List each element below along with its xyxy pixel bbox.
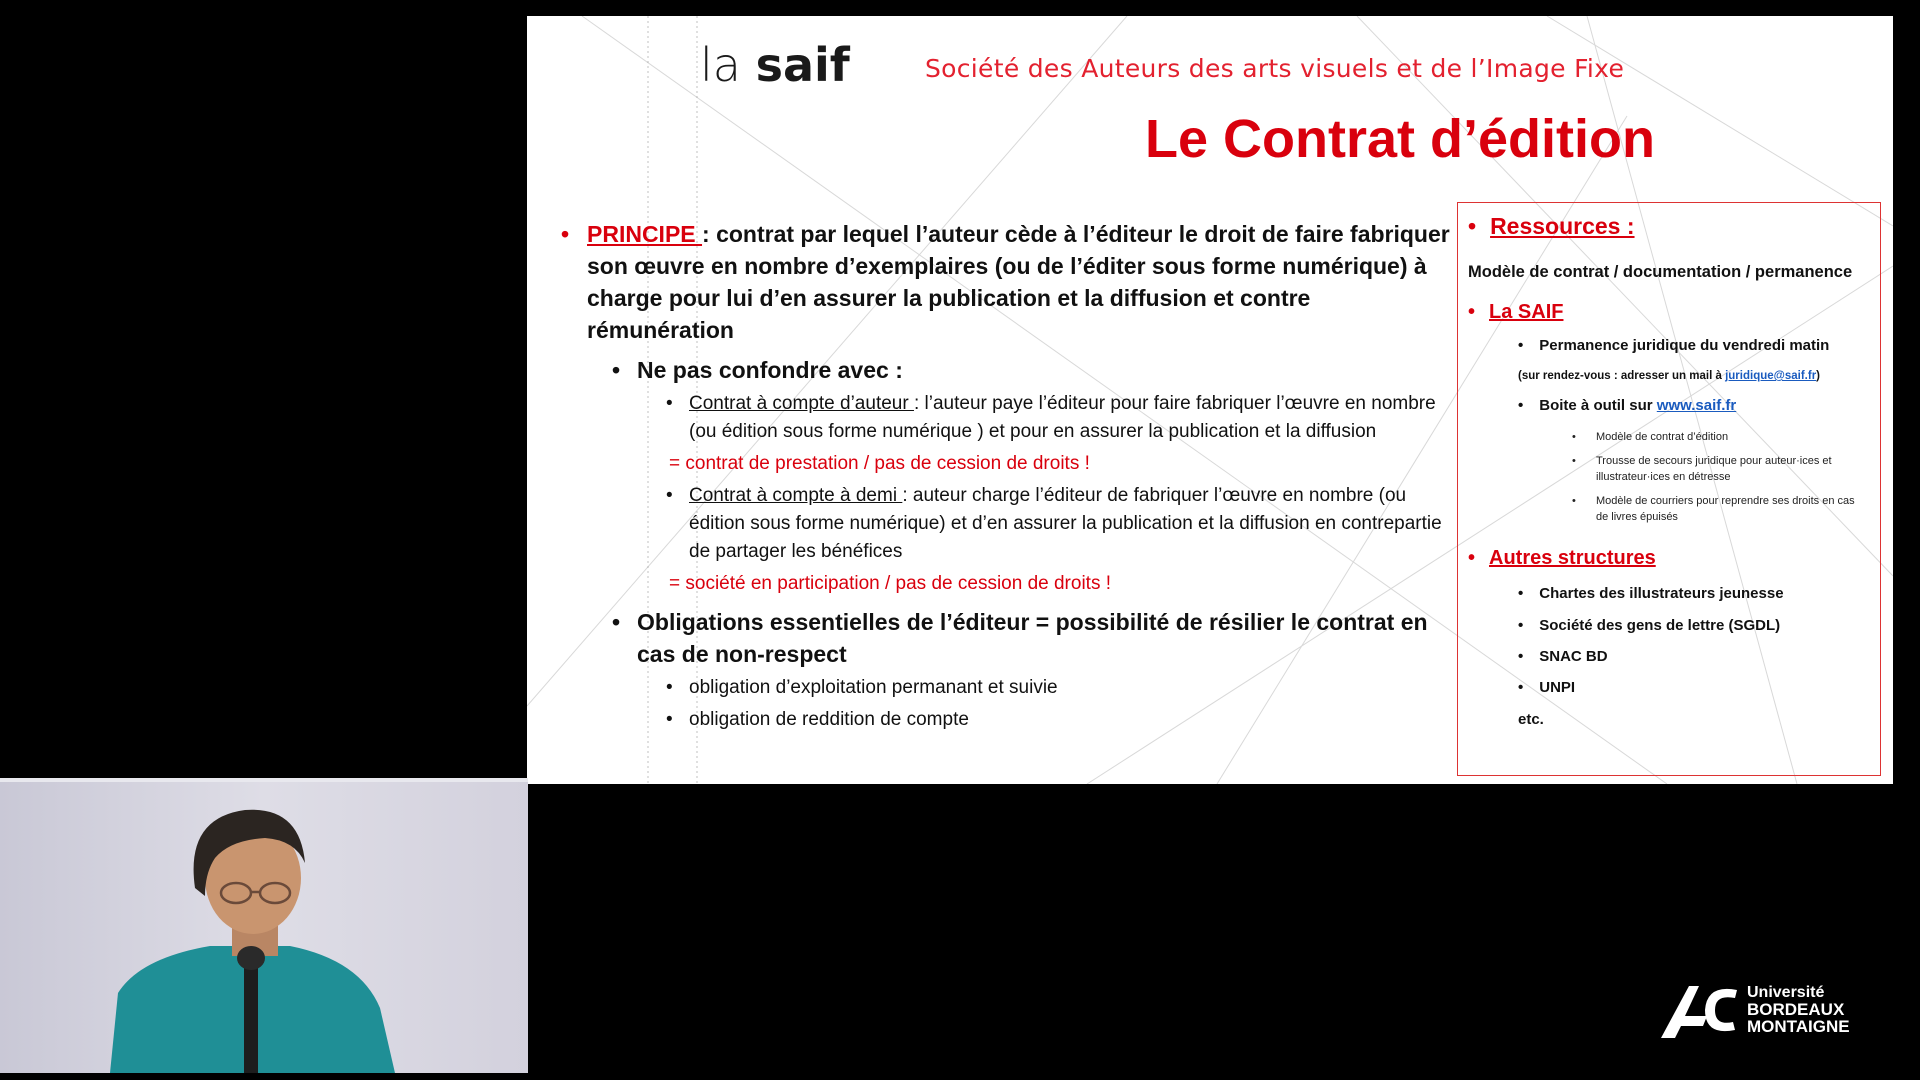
bullet-dot: • bbox=[1518, 337, 1524, 354]
autres-heading bbox=[1468, 547, 1656, 570]
university-name bbox=[1747, 984, 1850, 1035]
resources-heading-text: Ressources : bbox=[1490, 213, 1635, 239]
bullet-dot: • bbox=[666, 709, 673, 730]
item1-text: : l’auteur paye l’éditeur pour faire fabriquer l’œuvre en nombre (ou édition sous forme numérique ) et pour en assurer la publication et la diffusion bbox=[689, 393, 1436, 442]
autres-heading-text: Autres structures bbox=[1489, 547, 1656, 569]
bullet-dot: • bbox=[1572, 495, 1576, 507]
bullet-dot: • bbox=[1468, 213, 1477, 239]
obligations-heading-text: Obligations essentielles de l’éditeur = possibilité de résilier le contrat en cas de non-respect bbox=[637, 609, 1428, 667]
principe-text: : contrat par lequel l’auteur cède à l’éditeur le droit de faire fabriquer son œuvre en nombre d’exemplaires (ou de l’éditer sous forme numérique) à charge pour lui d’en assurer la publication et la diffusion et contre rémunération bbox=[587, 221, 1450, 343]
saif-website-link[interactable]: www.saif.fr bbox=[1656, 397, 1737, 414]
resources-intro: Modèle de contrat / documentation / permanence bbox=[1468, 263, 1853, 281]
email-link[interactable]: juridique@saif.fr bbox=[1725, 370, 1817, 382]
confondre-heading-text: Ne pas confondre avec : bbox=[637, 357, 903, 383]
item2-label: Contrat à compte à demi bbox=[689, 485, 903, 506]
autres-item bbox=[1518, 617, 1780, 634]
bullet-dot: • bbox=[612, 357, 621, 383]
bullet-dot: • bbox=[1518, 585, 1524, 602]
university-line2: BORDEAUX bbox=[1747, 1000, 1845, 1019]
rdv-close: ) bbox=[1816, 370, 1821, 382]
principe-bullet bbox=[559, 218, 1459, 346]
obligation-text: obligation d’exploitation permanant et suivie bbox=[689, 677, 1058, 698]
rdv-text: (sur rendez-vous : adresser un mail à bbox=[1518, 370, 1726, 382]
main-content bbox=[559, 218, 1459, 734]
logo-la: la bbox=[700, 38, 741, 92]
autres-text: Société des gens de lettre (SGDL) bbox=[1539, 617, 1781, 634]
bullet-dot: • bbox=[666, 485, 673, 506]
etc-text: etc. bbox=[1518, 711, 1544, 728]
bullet-dot: • bbox=[1518, 617, 1524, 634]
tool-text: Trousse de secours juridique pour auteur·ices et illustrateur·ices en détresse bbox=[1596, 455, 1832, 483]
note-participation: = société en participation / pas de cession de droits ! bbox=[669, 573, 1112, 594]
bullet-dot: • bbox=[1518, 397, 1524, 414]
presentation-slide bbox=[527, 16, 1893, 784]
tool-item bbox=[1572, 429, 1856, 445]
autres-text: SNAC BD bbox=[1539, 648, 1608, 665]
bullet-dot: • bbox=[666, 677, 673, 698]
tool-text: Modèle de courriers pour reprendre ses droits en cas de livres épuisés bbox=[1596, 495, 1855, 523]
bullet-dot: • bbox=[666, 393, 673, 414]
permanence-text: Permanence juridique du vendredi matin bbox=[1539, 337, 1830, 354]
permanence-item bbox=[1518, 337, 1829, 354]
confondre-item-1 bbox=[559, 390, 1459, 446]
university-line1: Université bbox=[1747, 984, 1825, 1001]
bullet-dot: • bbox=[1468, 301, 1476, 323]
saif-heading-text: La SAIF bbox=[1489, 301, 1564, 323]
saif-heading bbox=[1468, 301, 1563, 324]
bullet-dot: • bbox=[1518, 648, 1524, 665]
tool-item bbox=[1572, 453, 1856, 485]
autres-item bbox=[1518, 679, 1575, 696]
university-emblem-icon bbox=[1655, 980, 1745, 1040]
obligation-item bbox=[559, 706, 1459, 734]
bullet-dot: • bbox=[561, 221, 570, 247]
tool-item bbox=[1572, 493, 1866, 525]
confondre-heading bbox=[559, 354, 1459, 386]
slide-title: Le Contrat d’édition bbox=[1145, 109, 1655, 169]
bullet-dot: • bbox=[1572, 431, 1576, 443]
obligation-text: obligation de reddition de compte bbox=[689, 709, 969, 730]
autres-text: Chartes des illustrateurs jeunesse bbox=[1539, 585, 1784, 602]
note-prestation: = contrat de prestation / pas de cession de droits ! bbox=[669, 453, 1090, 474]
item2-text: : auteur charge l’éditeur de fabriquer l’œuvre en nombre (ou édition sous forme numérique) et d’en assurer la publication et la diffusion en contrepartie de partager les bénéfices bbox=[689, 485, 1442, 562]
bullet-dot: • bbox=[1518, 679, 1524, 696]
bullet-dot: • bbox=[612, 609, 621, 635]
slide-subtitle: Société des Auteurs des arts visuels et de l’Image Fixe bbox=[925, 54, 1625, 83]
resources-box bbox=[1457, 202, 1881, 776]
rdv-line bbox=[1518, 370, 1820, 382]
logo-saif: saif bbox=[755, 38, 850, 92]
resources-heading bbox=[1468, 213, 1635, 240]
autres-item bbox=[1518, 648, 1608, 665]
obligations-heading bbox=[559, 606, 1459, 670]
university-line3: MONTAIGNE bbox=[1747, 1017, 1850, 1036]
confondre-item-2 bbox=[559, 482, 1459, 566]
obligation-item bbox=[559, 674, 1459, 702]
autres-item bbox=[1518, 585, 1784, 602]
speaker-video-frame bbox=[0, 778, 528, 1073]
university-logo bbox=[1655, 980, 1875, 1040]
saif-logo bbox=[700, 38, 850, 92]
speaker-webcam bbox=[0, 778, 528, 1073]
boite-item bbox=[1518, 397, 1736, 414]
bullet-dot: • bbox=[1468, 547, 1476, 569]
tool-text: Modèle de contrat d’édition bbox=[1596, 431, 1729, 443]
autres-text: UNPI bbox=[1539, 679, 1576, 696]
principe-label: PRINCIPE bbox=[587, 221, 703, 247]
item1-label: Contrat à compte d’auteur bbox=[689, 393, 914, 414]
bullet-dot: • bbox=[1572, 455, 1576, 467]
boite-text: Boite à outil sur bbox=[1539, 397, 1657, 414]
